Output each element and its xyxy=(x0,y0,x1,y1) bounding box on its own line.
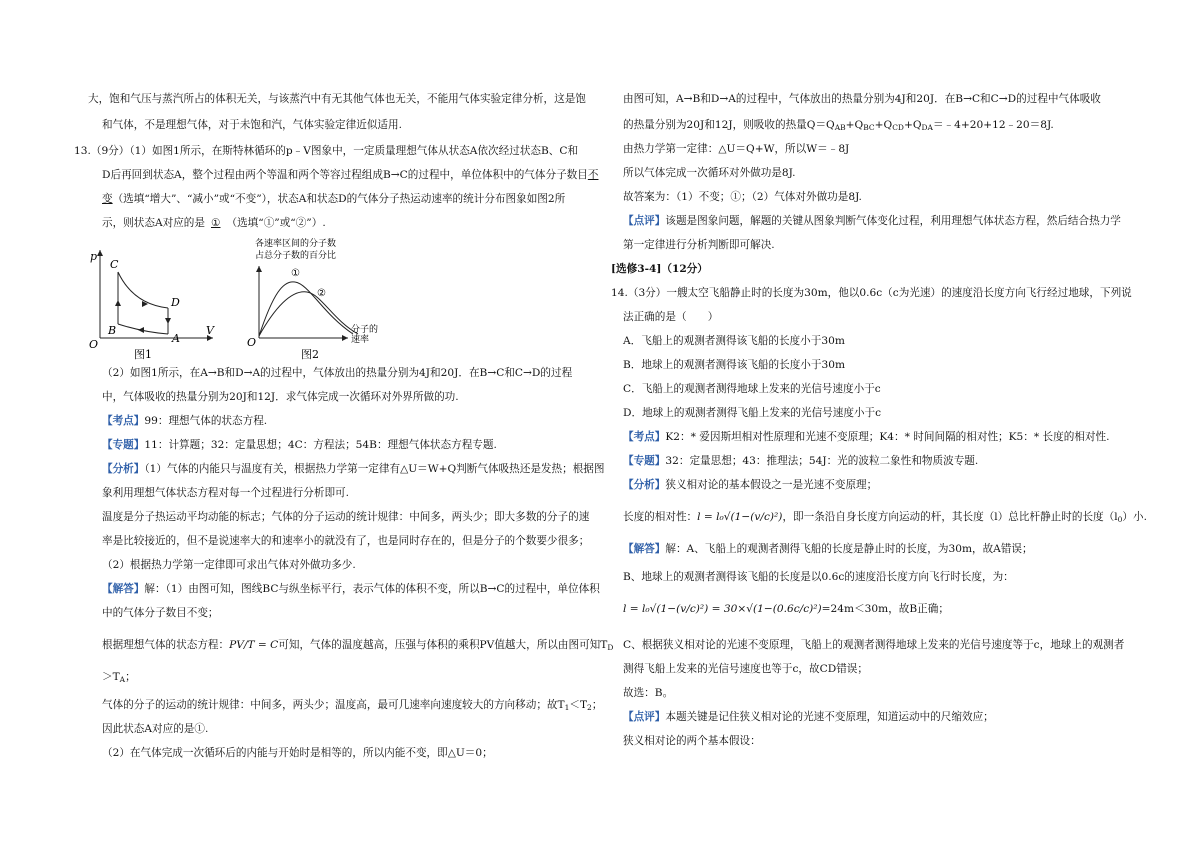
figure-2-speed-distribution xyxy=(243,234,388,364)
text-line: 气体的分子的运动的统计规律：中间多，两头少；温度高，最可几速率向速度较大的方向移动；故$T_1<T_2$； xyxy=(102,699,603,712)
dianping-line: 【点评】该题是图象问题，解题的关键从图象判断气体变化过程，利用理想气体状态方程，然后结合热力学 xyxy=(623,215,1121,227)
point-label-c: C xyxy=(110,258,119,271)
text-line: 由图可知，A→B和D→A的过程中，气体放出的热量分别为4J和20J．在B→C和C→D的过程中气体吸收 xyxy=(623,93,1101,105)
text-line: 由热力学第一定律：△U＝Q+W，所以W＝﹣8J xyxy=(623,143,850,155)
answer-blank: 变 xyxy=(102,193,113,205)
text-line: $>T_A$； xyxy=(102,671,136,684)
text-line: 长度的相对性：l = l₀√(1−(v/c)²)，即一条沿自身长度方向运动的杆，其长度（l）总比杆静止时的长度$(l_0)$小. xyxy=(623,511,1147,524)
text-line: 狭义相对论的两个基本假设： xyxy=(623,735,761,747)
figure-caption: 图2 xyxy=(301,348,319,361)
point-label-a: A xyxy=(172,332,180,345)
option-a: A．飞船上的观测者测得该飞船的长度小于30m xyxy=(623,335,845,347)
jieda-line: 【解答】解：（1）由图可知，图线BC与纵坐标平行，表示气体的体积不变，所以B→C的过程中，单位体积 xyxy=(102,583,600,595)
zhuanti-line: 【专题】11：计算题；32：定量思想；4C：方程法；54B：理想气体状态方程专题. xyxy=(102,439,497,451)
dianping-line: 【点评】本题关键是记住狭义相对论的光速不变原理，知道运动中的尺缩效应； xyxy=(623,711,994,723)
curve-label-1: ① xyxy=(291,268,300,279)
text-line: 故答案为：（1）不变；①；（2）气体对外做功是8J. xyxy=(623,191,862,203)
text-line: 中的气体分子数目不变； xyxy=(102,607,219,619)
formula: l = l₀√(1−(v/c)²) = 30×√(1−(0.6c/c)²) xyxy=(623,603,822,615)
formula: PV/T = C xyxy=(229,639,279,651)
option-c: C．飞船上的观测者测得地球上发来的光信号速度小于c xyxy=(623,383,881,395)
question-13-line: 变（选填“增大”、“减小”或“不变”），状态A和状态D的气体分子热运动速率的统计分布图象如图2所 xyxy=(102,193,566,205)
text-line: B、地球上的观测者测得该飞船的长度是以0.6c的速度沿长度方向飞行时长度，为： xyxy=(623,571,1014,583)
text-line: 象利用理想气体状态方程对每一个过程进行分析即可. xyxy=(102,487,350,499)
text-line: 大，饱和气压与蒸汽所占的体积无关，与该蒸汽中有无其他气体也无关，不能用气体实验定律分析，这是饱 xyxy=(88,93,586,105)
text-line: 因此状态A对应的是①. xyxy=(102,723,209,735)
text-line: 故选：B。 xyxy=(623,687,674,699)
question-14-line: 法正确的是（ ） xyxy=(623,311,719,323)
axis-label-v: V xyxy=(206,324,214,337)
text-line: 所以气体完成一次循环对外做功是8J. xyxy=(623,167,796,179)
figure-1-pv-diagram xyxy=(88,242,218,362)
answer-blank: ① xyxy=(211,217,221,229)
option-b: B．地球上的观测者测得该飞船的长度小于30m xyxy=(623,359,845,371)
point-label-b: B xyxy=(108,324,117,337)
figure-caption: 图1 xyxy=(134,348,152,361)
text-line: l = l₀√(1−(v/c)²) = 30×√(1−(0.6c/c)²)=24m＜30m，故B正确； xyxy=(623,603,949,615)
kaodian-line: 【考点】K2：* 爱因斯坦相对性原理和光速不变原理；K4：* 时间间隔的相对性；K5：* 长度的相对性. xyxy=(623,431,1110,443)
x-label-line1: 分子的 xyxy=(351,325,379,335)
text-line: 根据理想气体的状态方程：PV/T = C可知，气体的温度越高，压强与体积的乘积PV值越大，所以由图可知$T_D$ xyxy=(102,639,614,652)
question-13-line: （2）如图1所示，在A→B和D→A的过程中，气体放出的热量分别为4J和20J．在B→C和C→D的过程 xyxy=(102,367,573,379)
x-label-line2: 速率 xyxy=(351,335,370,345)
text-line: 率是比较接近的，但不是说速率大的和速率小的就没有了，也是同时存在的，但是分子的个数要少很多； xyxy=(102,535,590,547)
text-line: （2）根据热力学第一定律即可求出气体对外做功多少. xyxy=(102,559,356,571)
question-13-line: D后再回到状态A，整个过程由两个等温和两个等容过程组成B→C的过程中，单位体积中的气体分子数目不 xyxy=(102,169,599,181)
zhuanti-line: 【专题】32：定量思想；43：推理法；54J：光的波粒二象性和物质波专题. xyxy=(623,455,979,467)
fenxi-line: 【分析】（1）气体的内能只与温度有关，根据热力学第一定律有△U＝W+Q判断气体吸热还是发热；根据图 xyxy=(102,463,605,475)
option-d: D．地球上的观测者测得飞船上发来的光信号速度小于c xyxy=(623,407,882,419)
section-heading: [选修3-4]（12分） xyxy=(611,263,708,275)
fenxi-line: 【分析】狭义相对论的基本假设之一是光速不变原理； xyxy=(623,479,878,491)
y-label-line2: 占总分子数的百分比 xyxy=(255,251,337,261)
answer-blank: 不 xyxy=(587,169,599,181)
kaodian-line: 【考点】99：理想气体的状态方程. xyxy=(102,415,268,427)
origin-label: O xyxy=(247,336,257,349)
text-line: C、根据狭义相对论的光速不变原理，飞船上的观测者测得地球上发来的光信号速度等于c，地球上的观测者 xyxy=(623,639,1125,651)
question-13-line: 中，气体吸收的热量分别为20J和12J．求气体完成一次循环对外界所做的功. xyxy=(102,391,459,403)
text-line: 温度是分子热运动平均动能的标志；气体的分子运动的统计规律：中间多，两头少；即大多数的分子的速 xyxy=(102,511,590,523)
text-line: （2）在气体完成一次循环后的内能与开始时是相等的，所以内能不变，即△U＝0； xyxy=(102,747,493,759)
formula: l = l₀√(1−(v/c)²) xyxy=(697,511,783,523)
origin-label: O xyxy=(89,338,99,351)
jieda-line: 【解答】解：A、飞船上的观测者测得飞船的长度是静止时的长度，为30m，故A错误； xyxy=(623,543,1033,555)
text-line: 第一定律进行分析判断即可解决. xyxy=(623,239,775,251)
text-line: 的热量分别为20J和12J，则吸收的热量$Q=Q_{AB}+Q_{BC}+Q_{CD}+Q_{DA}=﹣4+20+12﹣20=8J$. xyxy=(623,119,1054,132)
point-label-d: D xyxy=(171,296,180,309)
text-line: 测得飞船上发来的光信号速度也等于c，故CD错误； xyxy=(623,663,868,675)
text-line: 和气体，不是理想气体，对于未饱和汽，气体实验定律近似适用. xyxy=(102,119,402,131)
question-13-line: 示，则状态A对应的是 ① （选填“①”或“②”）. xyxy=(102,217,326,229)
axis-label-p: p xyxy=(90,250,98,263)
question-13-line: 13.（9分）（1）如图1所示，在斯特林循环的p﹣V图象中，一定质量理想气体从状态A依次经过状态B、C和 xyxy=(74,145,579,157)
curve-label-2: ② xyxy=(317,288,326,299)
question-14-line: 14.（3分）一艘太空飞船静止时的长度为30m，他以0.6c（c为光速）的速度沿长度方向飞行经过地球，下列说 xyxy=(611,287,1132,299)
y-label-line1: 各速率区间的分子数 xyxy=(255,239,337,249)
